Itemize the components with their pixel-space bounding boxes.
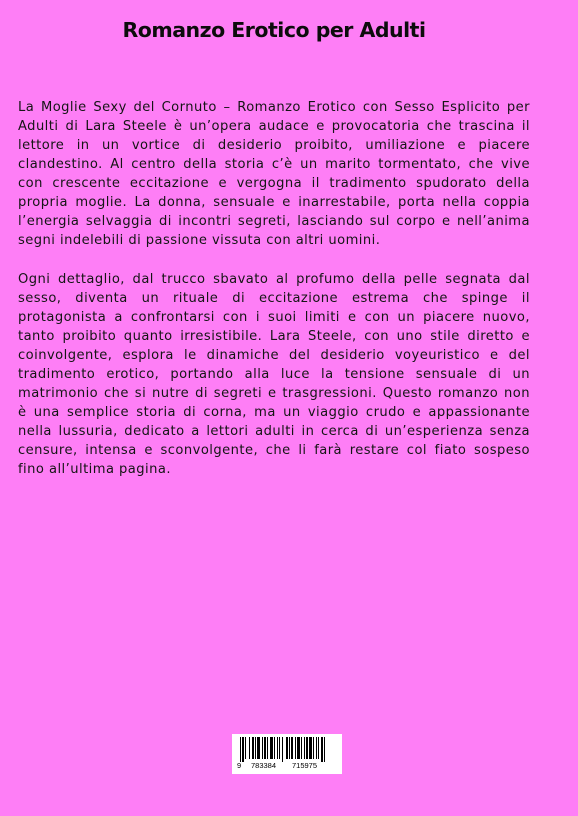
blurb-paragraph: La Moglie Sexy del Cornuto – Romanzo Erotico con Sesso Esplicito per Adulti di Lara Steele è un’opera audace e provocatoria che trascina il lettore in un vortice di desiderio proibito, umiliazione e piacere clandestino. Al centro della storia c’è un marito tormentato, che vive con crescente eccitazione e vergogna il tradimento spudorato della propria moglie. La donna, sensuale e inarrestabile, porta nella coppia l’energia selvaggia di incontri segreti, lasciando sul corpo e nell’anima segni indelebili di passione vissuta con altri uomini. (18, 100, 530, 248)
barcode-bar (309, 737, 312, 759)
barcode-bar (267, 737, 268, 759)
barcode-bar (252, 737, 254, 759)
barcode-bar (277, 737, 278, 759)
barcode-bar (291, 737, 293, 759)
isbn-barcode (232, 734, 342, 774)
barcode-bar (245, 737, 246, 759)
barcode-bar (324, 737, 325, 762)
barcode-group-left: 783384 (251, 761, 277, 770)
barcode-bar (306, 737, 308, 759)
barcode-bar (289, 737, 290, 759)
barcode-bar (286, 737, 288, 759)
barcode-bars (232, 734, 342, 762)
barcode-bar (264, 737, 266, 759)
barcode-lead-digit: 9 (237, 761, 242, 770)
barcode-bar (240, 737, 241, 762)
barcode-bar (274, 737, 275, 759)
barcode-bar (321, 737, 323, 762)
book-title: Romanzo Erotico per Adulti (122, 18, 426, 42)
barcode-bar (262, 737, 263, 759)
back-cover-blurb (18, 98, 530, 499)
barcode-bar (242, 737, 244, 762)
barcode-bar (304, 737, 305, 759)
barcode-bar (301, 737, 302, 759)
barcode-bar (270, 737, 273, 759)
barcode-bar (282, 737, 283, 762)
barcode-bar (249, 737, 250, 759)
barcode-bar (313, 737, 314, 759)
barcode-bar (255, 737, 256, 759)
barcode-bar (295, 737, 296, 759)
barcode-bar (279, 737, 280, 759)
blurb-paragraph: Ogni dettaglio, dal trucco sbavato al profumo della pelle segnata dal sesso, diventa un rituale di eccitazione estrema che spinge il protagonista a confrontarsi con i suoi limiti e con un piacere nuovo, tanto proibito quanto irresistibile. Lara Steele, con uno stile diretto e coinvolgente, esplora le dinamiche del desiderio voyeuristico e del tradimento erotico, portando alla luce la tensione sensuale di un matrimonio che si nutre di segreti e trasgressioni. Questo romanzo non è una semplice storia di corna, ma un viaggio crudo e appassionante nella lussuria, dedicato a lettori adulti in cerca di un’esperienza senza censure, intensa e sconvolgente, che li farà restare col fiato sospeso fino all’ultima pagina. (18, 272, 530, 477)
barcode-bar (316, 737, 317, 759)
barcode-bar (318, 737, 319, 759)
barcode-bar (257, 737, 260, 759)
barcode-bar (297, 737, 300, 759)
barcode-group-right: 715975 (292, 761, 318, 770)
